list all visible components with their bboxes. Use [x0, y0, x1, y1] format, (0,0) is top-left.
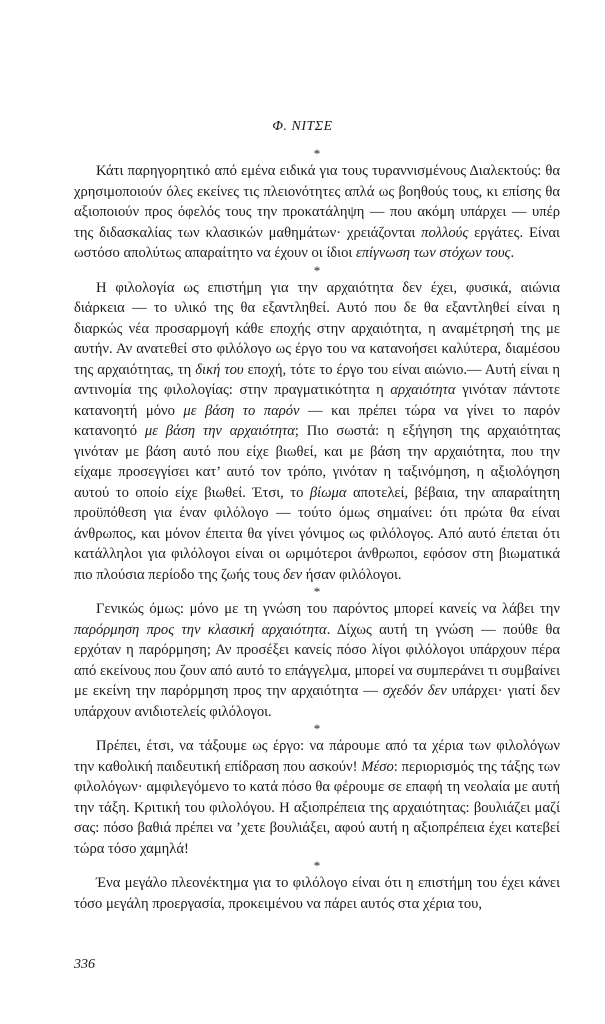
- section-separator: *: [313, 146, 321, 161]
- text-run: ήσαν φιλόλογοι.: [302, 566, 402, 583]
- text-run: . Δίχως αυτή τη γνώση — πούθε θα ερχόταν η παρόρμηση; Αν προσέξει κανείς πόσο λίγοι φιλόλογοι υπάρχουν πέρα από εκείνους που ζουν από αυτό το επάγγελμα, μπορεί να συμπεράνει τι συμβαίνει με εκείνη την παρόρμηση προς την αρχαιότητα —: [74, 621, 561, 699]
- italic-text-run: παρόρμηση προς την κλασική αρχαιότητα: [74, 621, 327, 638]
- section-separator: *: [313, 858, 321, 873]
- italic-text-run: σχεδόν δεν: [382, 683, 447, 699]
- page-number: 336: [74, 957, 95, 972]
- italic-text-run: πολλούς: [421, 224, 469, 241]
- paragraph: [74, 278, 560, 586]
- paragraph: [74, 161, 560, 264]
- section-separator: *: [313, 262, 321, 278]
- text-run: — και πρέπει τώρα να γίνει το παρόν κατανοητό: [74, 402, 560, 439]
- paragraph: [74, 736, 560, 859]
- body-text: [74, 147, 560, 914]
- text-run: γινόταν πάντοτε κατανοητή μόνο: [74, 382, 560, 419]
- text-run: αποτελεί, βέβαια, την απαραίτητη προϋπόθεση για έναν φιλόλογο — τούτο όμως σημαίνει: ότι πρώτα θα είναι άνθρωπος, και μόνον έπειτα θα γίνει γόνιμος ως φιλόλογος. Από αυτό έπεται ότι κατάλληλοι για φιλόλογοι είναι οι ωριμότεροι άνθρωποι, εφόσον στη βιωματικά πιο πλούσια περίοδο της ζωής τους: [74, 484, 560, 583]
- italic-text-run: με βάση την αρχαιότητα: [144, 423, 295, 439]
- page-title: Φ. ΝΙΤΣΕ: [272, 119, 333, 134]
- text-run: Κάτι παρηγορητικό από εμένα ειδικά για τους τυραννισμένους Διαλεκτούς: θα χρησιμοποιούν όλες εκείνες τις πλειονότητες απλά ως βοηθούς τους, κι επίσης θα αξιοποιούν προς όφελός τους την προκατάληψη — που ακόμη υπάρχει — υπέρ της διδασκαλίας των κλασικών μαθημάτων· χρειάζονται: [74, 163, 560, 241]
- italic-text-run: δεν: [283, 566, 303, 583]
- italic-text-run: επίγνωση των στόχων τους: [355, 245, 511, 261]
- text-run: Πρέπει, έτσι, να τάξουμε ως έργο: να πάρουμε από τα χέρια των φιλολόγων την καθολική παιδευτική επίδραση που ασκούν!: [74, 738, 560, 775]
- text-run: εργάτες. Είναι ωστόσο απολύτως απαραίτητο να έχουν οι ίδιοι: [74, 224, 560, 261]
- paragraph: [74, 599, 560, 722]
- text-run: εποχή, τότε το έργο του είναι αιώνιο.— Αυτή είναι η αντινομία της φιλολογίας: στην πραγματικότητα η: [74, 361, 560, 398]
- italic-text-run: αρχαιότητα: [390, 382, 456, 398]
- italic-text-run: με βάση το παρόν: [183, 402, 300, 419]
- text-run: .: [510, 245, 515, 261]
- text-run: Ένα μεγάλο πλεονέκτημα για το φιλόλογο είναι ότι η επιστήμη του έχει κάνει τόσο μεγάλη προεργασία, προκειμένου να πάρει αυτός στα χέρια του,: [74, 875, 560, 912]
- italic-text-run: δική του: [195, 361, 244, 378]
- text-run: ; Πιο σωστά: η εξήγηση της αρχαιότητας γινόταν με βάση αυτό που είχε βιωθεί, και με βάση την αρχαιότητα, που την είχαμε προσεγγίσει κατ’ αυτό τον τρόπο, γινόταν η ταξινόμηση, η αξιολόγηση αυτού το οποίο είχε βιωθεί. Έτσι, το: [74, 423, 560, 501]
- italic-text-run: Μέσο: [361, 758, 394, 775]
- paragraph: [74, 873, 560, 914]
- text-run: υπάρχει· γιατί δεν υπάρχουν ανιδιοτελείς φιλόλογοι.: [74, 683, 561, 720]
- section-separator: *: [313, 584, 321, 599]
- section-separator: *: [313, 721, 321, 736]
- text-run: Η φιλολογία ως επιστήμη για την αρχαιότητα δεν έχει, φυσικά, αιώνια διάρκεια — το υλικό της θα εξαντληθεί. Αυτό που δε θα εξαντληθεί είναι η διαρκώς νέα προσαρμογή κάθε εποχής στην αρχαιότητα, η αναμέτρησή της με αυτήν. Αν ανατεθεί στο φιλόλογο ως έργο του να κατανοήσει καλύτερα, διαμέσου της αρχαιότητας, τη: [74, 279, 560, 378]
- text-run: : περιορισμός της τάξης των φιλολόγων· αμφιλεγόμενο το κατά πόσο θα φέρουμε σε επαφή τη νεολαία με αυτή την τάξη. Κριτική του φιλολόγου. Η αξιοπρέπεια της αρχαιότητας: βουλιάζει μαζί σας: πόσο βαθιά πρέπει να ’χετε βουλιάξει, αφού αυτή η αξιοπρέπεια έχει κατεβεί τώρα τόσο χαμηλά!: [74, 758, 561, 857]
- text-run: Γενικώς όμως: μόνο με τη γνώση του παρόντος μπορεί κανείς να λάβει την: [96, 601, 560, 617]
- italic-text-run: βίωμα: [309, 484, 347, 501]
